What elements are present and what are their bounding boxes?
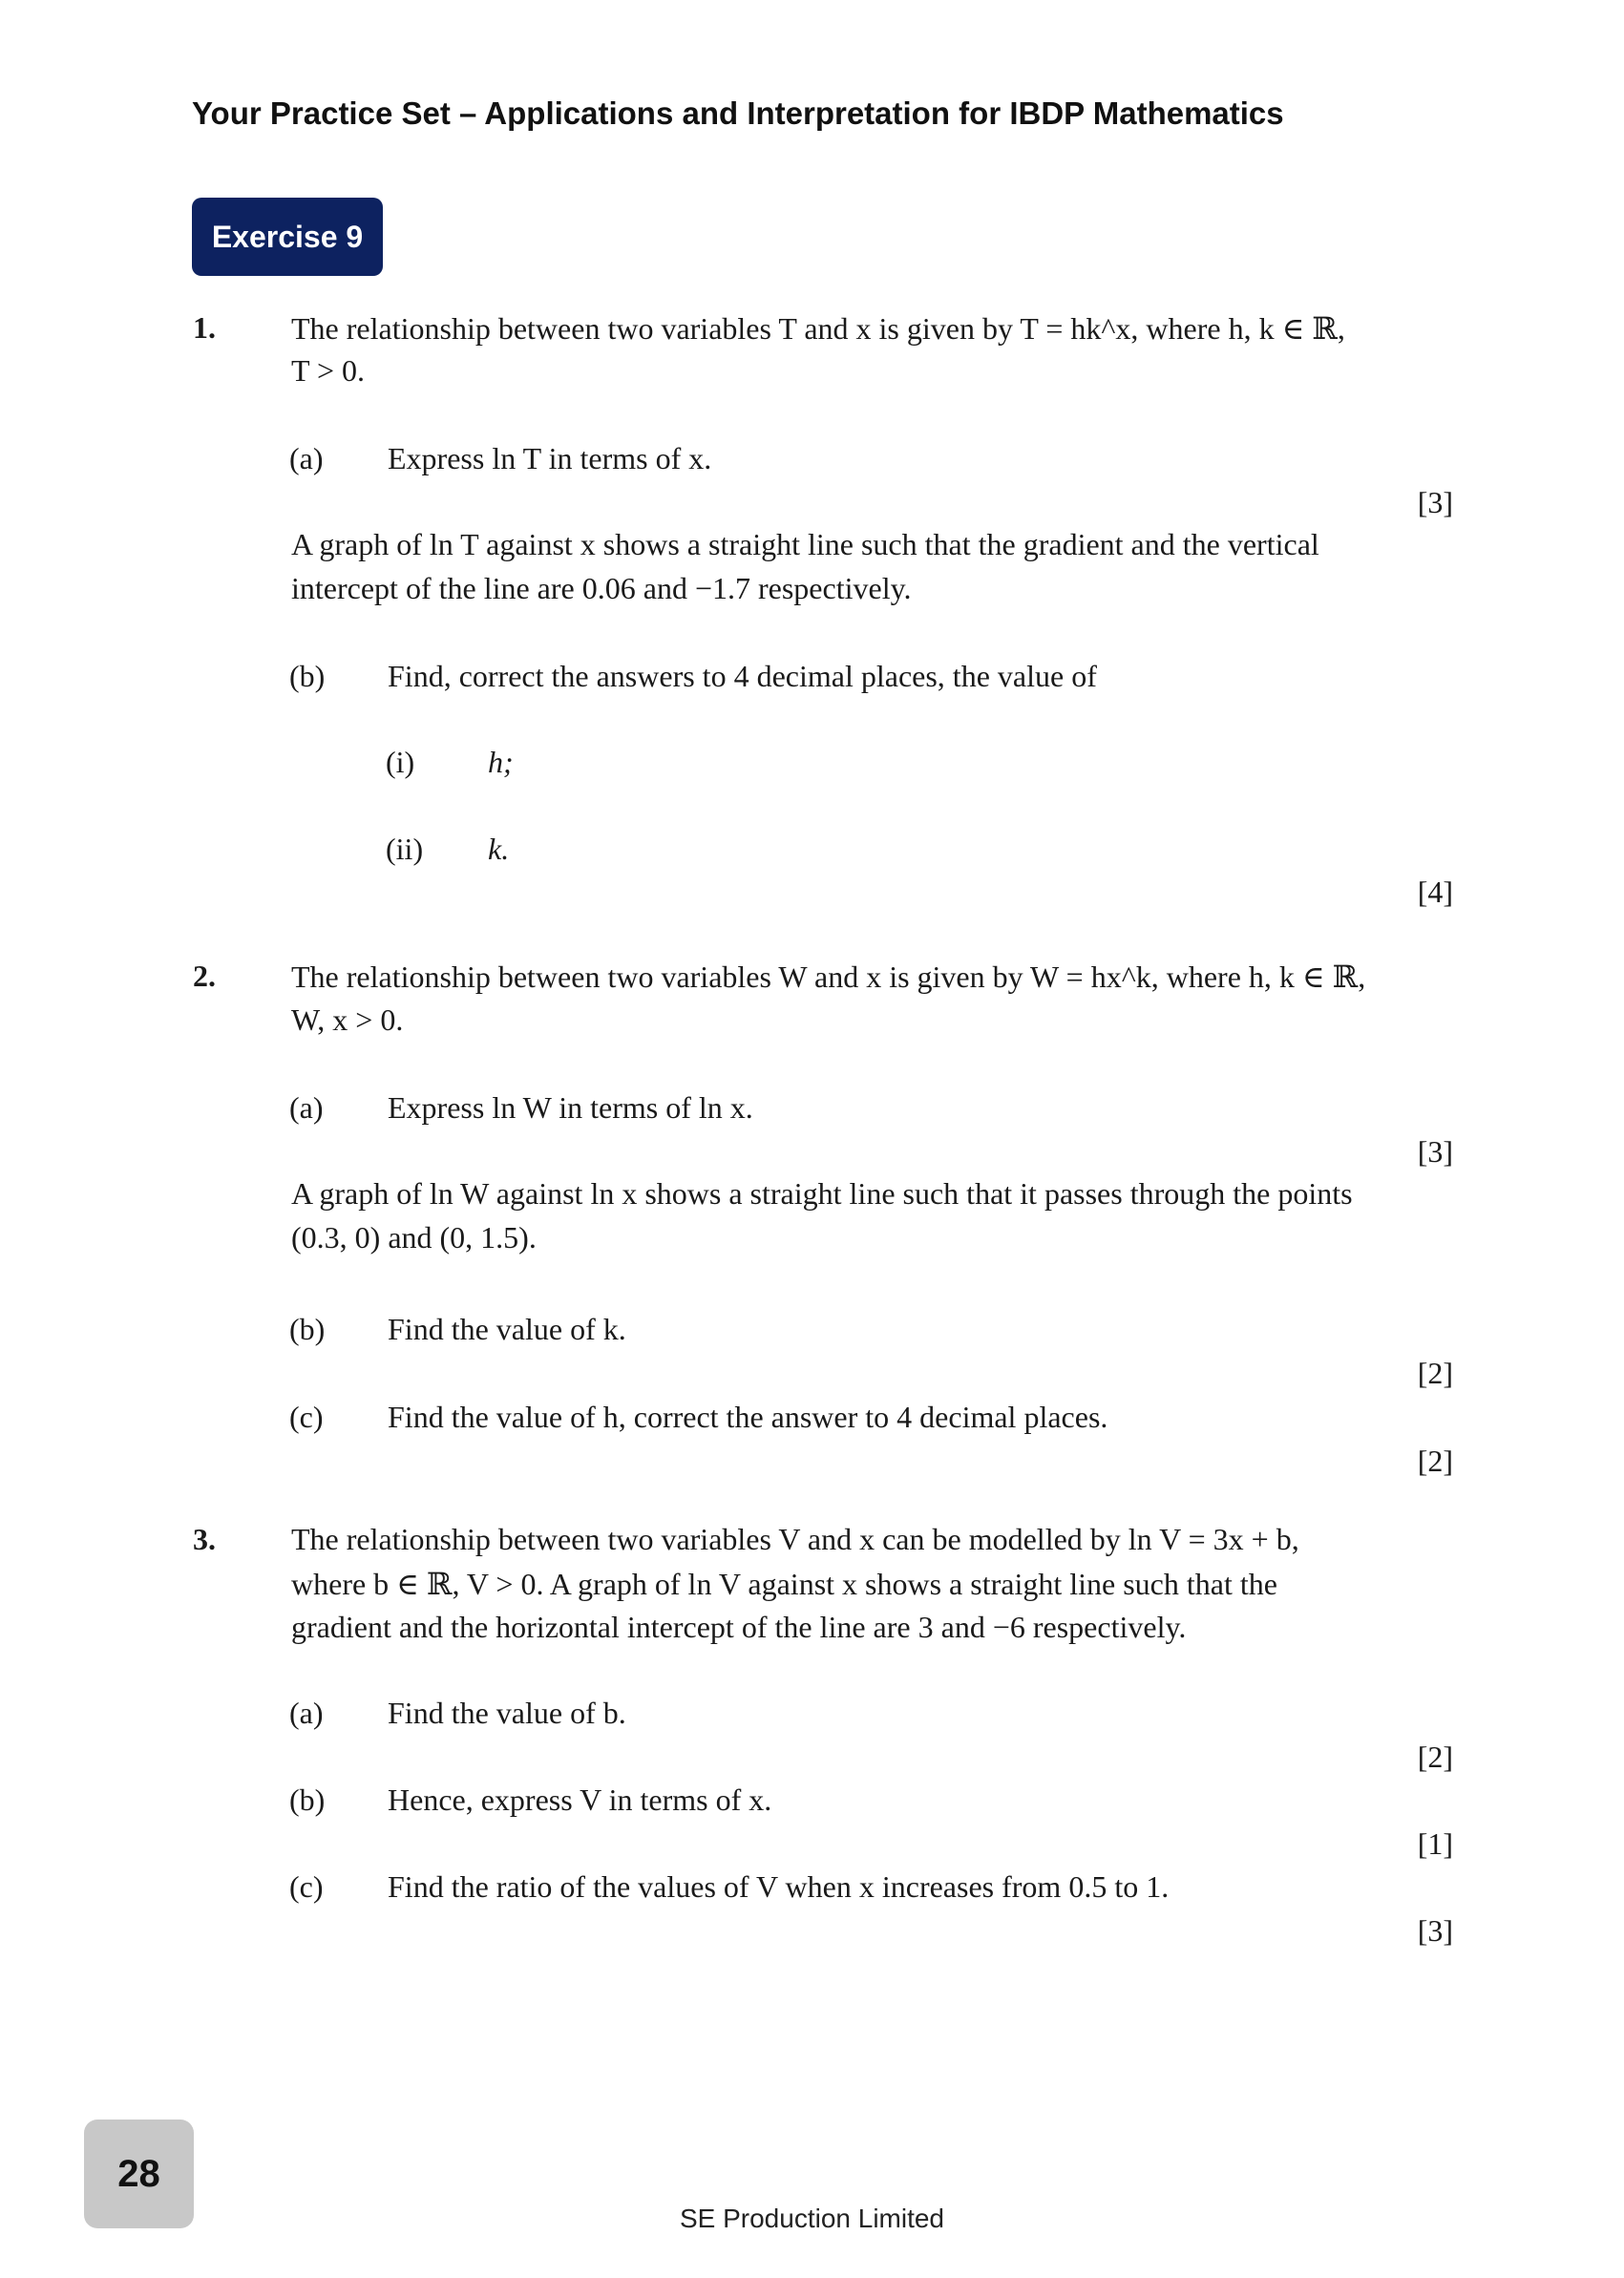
question-3-stem-line-1: The relationship between two variables V and x can be modelled by ln V = 3x + b, <box>291 1522 1299 1556</box>
question-3c-label: (c) <box>289 1869 324 1904</box>
question-3a-text: Find the value of b. <box>388 1696 626 1730</box>
question-1a-text: Express ln T in terms of x. <box>388 441 712 475</box>
question-1b-i-label: (i) <box>386 745 415 779</box>
question-3b-marks: [1] <box>1417 1826 1453 1861</box>
question-1-stem-line-2: T > 0. <box>291 353 366 388</box>
question-1-info-line-2: intercept of the line are 0.06 and −1.7 respectively. <box>291 571 912 605</box>
question-3b-text: Hence, express V in terms of x. <box>388 1782 772 1817</box>
exercise-badge: Exercise 9 <box>192 198 383 276</box>
question-2b-label: (b) <box>289 1312 326 1346</box>
question-1-info-line-1: A graph of ln T against x shows a straight line such that the gradient and the vertical <box>291 527 1319 561</box>
question-1a-label: (a) <box>289 441 324 475</box>
question-3a-marks: [2] <box>1417 1740 1453 1774</box>
question-2a-label: (a) <box>289 1090 324 1125</box>
question-2a-marks: [3] <box>1417 1134 1453 1169</box>
question-2c-label: (c) <box>289 1400 324 1434</box>
question-1b-text: Find, correct the answers to 4 decimal places, the value of <box>388 659 1097 693</box>
question-3b-label: (b) <box>289 1782 326 1817</box>
question-2b-text: Find the value of k. <box>388 1312 626 1346</box>
question-1b-ii-label: (ii) <box>386 832 424 866</box>
question-3c-text: Find the ratio of the values of V when x increases from 0.5 to 1. <box>388 1869 1170 1904</box>
question-1b-i-text: h; <box>488 745 514 779</box>
question-1a-marks: [3] <box>1417 485 1453 519</box>
question-1b-ii-text: k. <box>488 832 510 866</box>
question-2b-marks: [2] <box>1417 1356 1453 1390</box>
question-3-number: 3. <box>193 1522 216 1556</box>
page-number-badge: 28 <box>84 2120 194 2228</box>
question-3-stem-line-2: where b ∈ ℝ, V > 0. A graph of ln V against x shows a straight line such that the <box>291 1567 1277 1601</box>
question-1-number: 1. <box>193 310 216 345</box>
question-2-info-line-1: A graph of ln W against ln x shows a straight line such that it passes through the points <box>291 1176 1353 1211</box>
question-2c-marks: [2] <box>1417 1444 1453 1478</box>
footer-publisher: SE Production Limited <box>679 2204 945 2233</box>
question-2-stem-line-1: The relationship between two variables W and x is given by W = hx^k, where h, k ∈ ℝ, <box>291 960 1366 994</box>
question-2c-text: Find the value of h, correct the answer to 4 decimal places. <box>388 1400 1108 1434</box>
question-2-stem-line-2: W, x > 0. <box>291 1002 404 1037</box>
question-1b-marks: [4] <box>1417 875 1453 909</box>
question-2-info-line-2: (0.3, 0) and (0, 1.5). <box>291 1220 537 1255</box>
question-2a-text: Express ln W in terms of ln x. <box>388 1090 753 1125</box>
question-3c-marks: [3] <box>1417 1913 1453 1948</box>
question-1-stem-line-1: The relationship between two variables T and x is given by T = hk^x, where h, k ∈ ℝ, <box>291 311 1345 346</box>
question-3a-label: (a) <box>289 1696 324 1730</box>
page-header-title: Your Practice Set – Applications and Interpretation for IBDP Mathematics <box>192 95 1284 131</box>
question-3-stem-line-3: gradient and the horizontal intercept of the line are 3 and −6 respectively. <box>291 1610 1187 1644</box>
question-2-number: 2. <box>193 959 216 993</box>
question-1b-label: (b) <box>289 659 326 693</box>
